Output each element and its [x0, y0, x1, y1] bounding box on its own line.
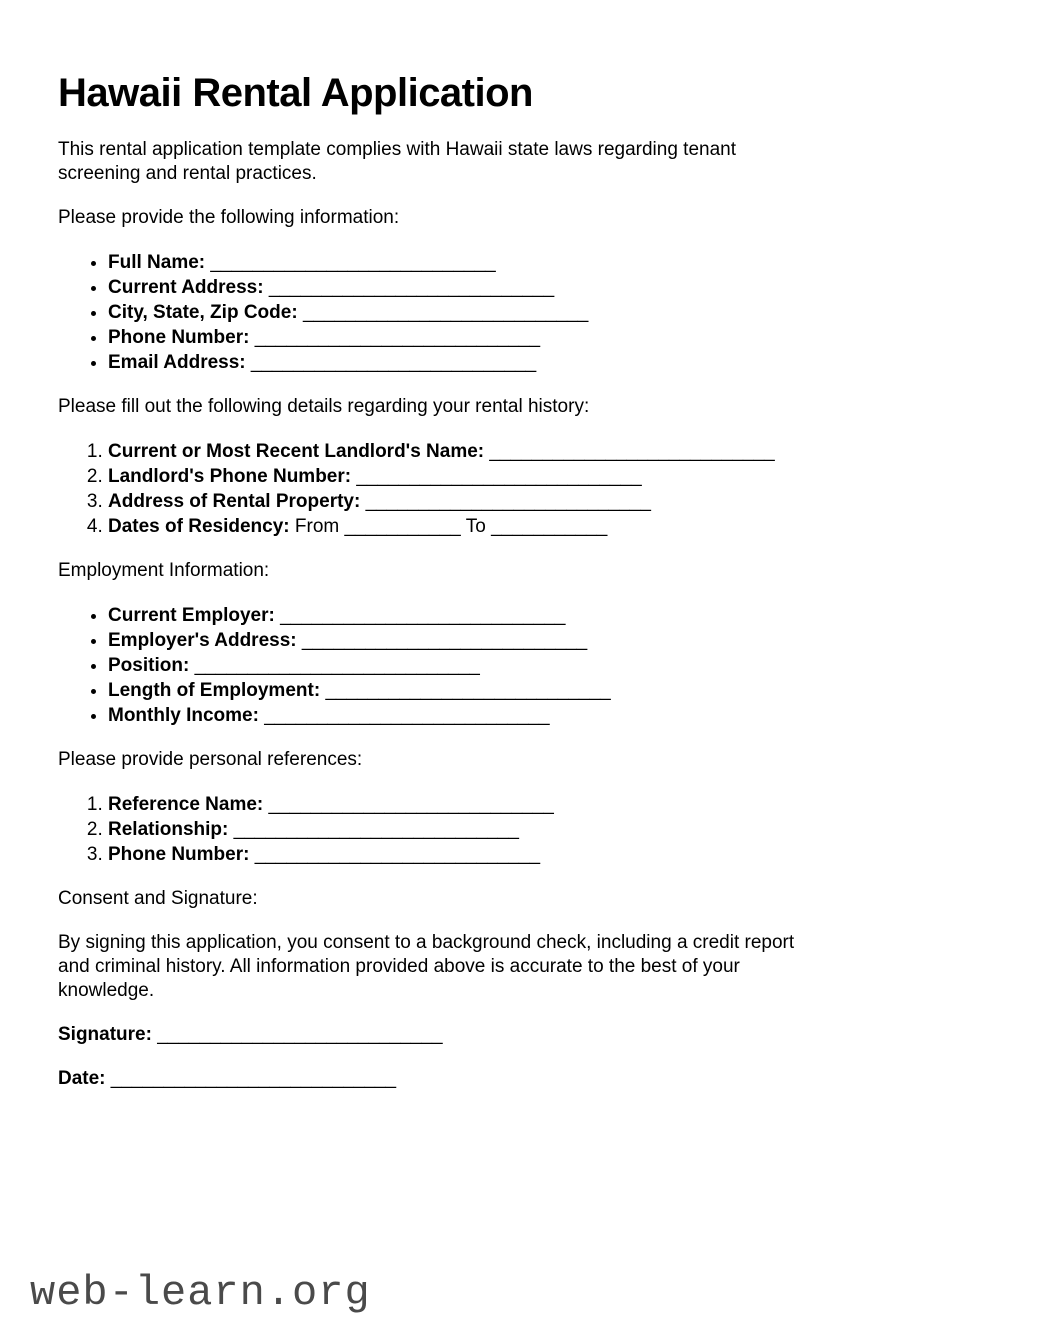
signature-blank: ___________________________ [157, 1024, 443, 1045]
field-label: Current Address: [108, 277, 264, 298]
field-blank: ___________________________ [210, 252, 496, 273]
rental-history-list [58, 439, 979, 539]
list-item-current-address [108, 275, 979, 300]
field-blank: ___________________________ [302, 302, 589, 323]
list-item-landlord-phone [108, 464, 979, 489]
list-item-rental-property-address [108, 489, 979, 514]
document-title: Hawaii Rental Application [58, 71, 533, 115]
field-blank: ___________________________ [254, 327, 541, 348]
field-blank: ___________________________ [268, 277, 555, 298]
date-line [58, 1067, 979, 1091]
intro-paragraph [58, 138, 979, 186]
intro-line-1: This rental application template complies with Hawaii state laws regarding tenant [58, 139, 737, 160]
field-label: Employer's Address: [108, 630, 297, 651]
from-label: From [294, 516, 340, 537]
field-label: Full Name: [108, 252, 206, 273]
date-label: Date: [58, 1068, 106, 1089]
list-item-full-name [108, 250, 979, 275]
list-item-position [108, 653, 979, 678]
field-label: Phone Number: [108, 844, 250, 865]
consent-line-3: knowledge. [58, 980, 155, 1001]
field-label: Current or Most Recent Landlord's Name: [108, 441, 485, 462]
date-blank: ___________________________ [110, 1068, 397, 1089]
list-item-dates-of-residency [108, 514, 979, 539]
personal-info-list [58, 250, 979, 375]
list-item-length-of-employment [108, 678, 979, 703]
field-label: Relationship: [108, 819, 229, 840]
field-label: Position: [108, 655, 190, 676]
field-label: Length of Employment: [108, 680, 321, 701]
field-label: Phone Number: [108, 327, 250, 348]
consent-paragraph [58, 931, 979, 1003]
field-label: City, State, Zip Code: [108, 302, 298, 323]
list-item-reference-phone [108, 842, 979, 867]
list-item-landlord-name [108, 439, 979, 464]
list-item-current-employer [108, 603, 979, 628]
list-item-city-state-zip [108, 300, 979, 325]
field-blank: ___________________________ [194, 655, 480, 676]
field-label: Email Address: [108, 352, 246, 373]
field-blank: ___________________________ [233, 819, 519, 840]
employment-list [58, 603, 979, 728]
field-blank: ___________________________ [254, 844, 541, 865]
consent-lead: Consent and Signature: [58, 888, 258, 909]
field-blank: ___________________________ [280, 605, 566, 626]
field-blank: ___________________________ [325, 680, 611, 701]
rental-history-lead: Please fill out the following details regarding your rental history: [58, 396, 590, 417]
employment-lead: Employment Information: [58, 560, 270, 581]
field-blank: ___________________________ [365, 491, 651, 512]
field-label: Dates of Residency: [108, 516, 290, 537]
field-blank: ___________________________ [268, 794, 554, 815]
intro-line-2: screening and rental practices. [58, 163, 317, 184]
field-blank: ___________________________ [356, 466, 642, 487]
list-item-relationship [108, 817, 979, 842]
to-blank: ___________ [491, 516, 608, 537]
watermark-web-learn-org: web-learn.org [30, 1269, 371, 1317]
list-item-email-address [108, 350, 979, 375]
list-item-reference-name [108, 792, 979, 817]
list-item-phone-number [108, 325, 979, 350]
list-item-employer-address [108, 628, 979, 653]
field-label: Current Employer: [108, 605, 275, 626]
field-label: Landlord's Phone Number: [108, 466, 352, 487]
field-blank: ___________________________ [301, 630, 588, 651]
field-label: Address of Rental Property: [108, 491, 361, 512]
references-lead: Please provide personal references: [58, 749, 363, 770]
consent-line-2: and criminal history. All information provided above is accurate to the best of your [58, 956, 740, 977]
signature-line [58, 1023, 979, 1047]
field-blank: ___________________________ [489, 441, 775, 462]
field-label: Reference Name: [108, 794, 264, 815]
to-label: To [465, 516, 486, 537]
field-blank: ___________________________ [250, 352, 537, 373]
list-item-monthly-income [108, 703, 979, 728]
field-label: Monthly Income: [108, 705, 259, 726]
personal-info-lead: Please provide the following information: [58, 207, 400, 228]
from-blank: ___________ [344, 516, 461, 537]
references-list [58, 792, 979, 867]
signature-label: Signature: [58, 1024, 152, 1045]
field-blank: ___________________________ [264, 705, 550, 726]
consent-line-1: By signing this application, you consent to a background check, including a credit report [58, 932, 795, 953]
